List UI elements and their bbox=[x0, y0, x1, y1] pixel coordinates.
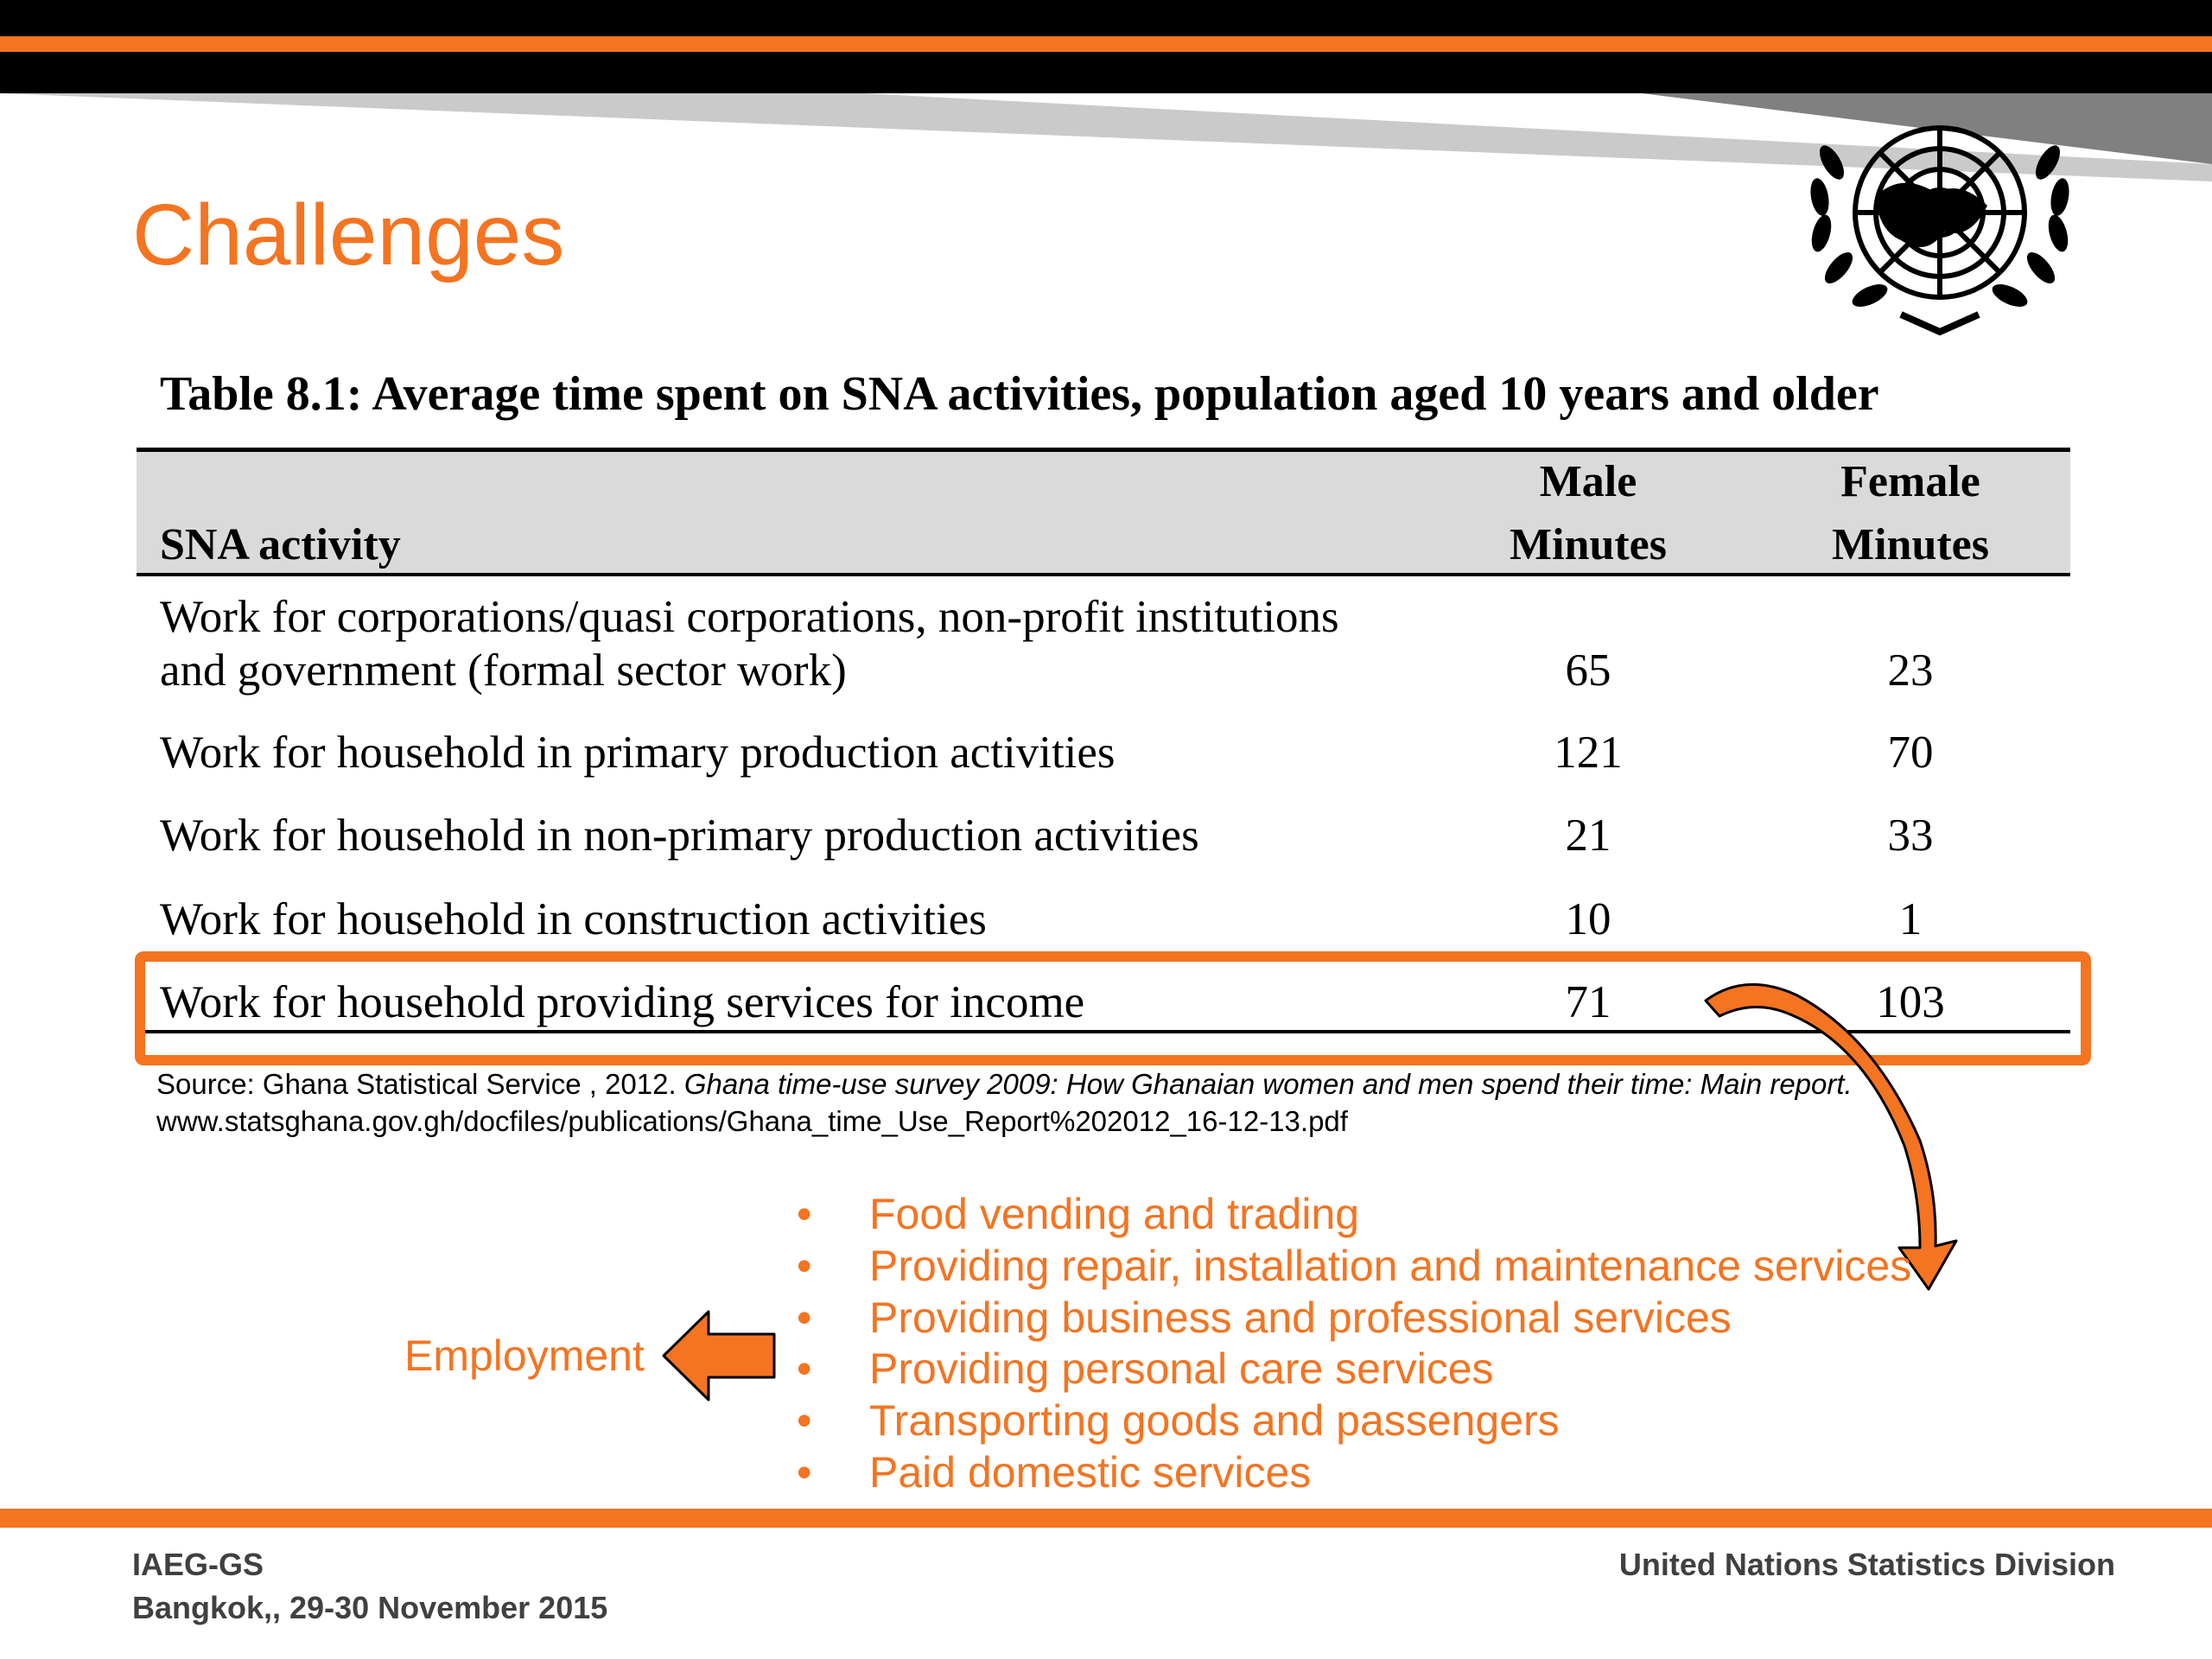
header-activity: SNA activity bbox=[160, 520, 401, 569]
table-header-rule bbox=[137, 573, 2070, 576]
row-5-male: 71 bbox=[1565, 977, 1611, 1027]
header-female-line1: Female bbox=[1840, 457, 1980, 506]
bullet-item-6 bbox=[797, 1448, 1312, 1497]
header-female-line2: Minutes bbox=[1832, 520, 1989, 569]
row-5-female: 103 bbox=[1876, 977, 1945, 1027]
bullet-item-5 bbox=[797, 1396, 1560, 1445]
bullet-marker: • bbox=[797, 1396, 812, 1445]
row-1-activity-line2: and government (formal sector work) bbox=[160, 645, 847, 696]
bullet-text: Food vending and trading bbox=[869, 1190, 1360, 1238]
bullet-marker: • bbox=[797, 1448, 812, 1497]
row-1-male: 65 bbox=[1565, 645, 1611, 696]
row-3-activity: Work for household in non-primary production activities bbox=[160, 810, 1199, 861]
bullet-text: Providing personal care services bbox=[869, 1344, 1494, 1393]
bullet-marker: • bbox=[797, 1294, 812, 1342]
row-3-female: 33 bbox=[1887, 810, 1934, 861]
footer-event: IAEG-GS bbox=[132, 1547, 264, 1582]
row-4-female: 1 bbox=[1898, 894, 1923, 944]
table-caption: Table 8.1: Average time spent on SNA activities, population aged 10 years and older bbox=[160, 367, 1879, 421]
left-arrow-icon bbox=[660, 1308, 778, 1403]
employment-label: Employment bbox=[404, 1332, 645, 1380]
bullet-marker: • bbox=[797, 1242, 812, 1290]
bullet-item-2 bbox=[797, 1242, 1912, 1290]
footer-organization: United Nations Statistics Division bbox=[1618, 1547, 2115, 1582]
row-1-female: 23 bbox=[1887, 645, 1934, 696]
row-2-male: 121 bbox=[1554, 728, 1623, 778]
row-2-female: 70 bbox=[1887, 728, 1934, 778]
bullet-text: Transporting goods and passengers bbox=[869, 1396, 1560, 1445]
row-1-activity-line1: Work for corporations/quasi corporations, non-profit institutions bbox=[160, 592, 1339, 642]
bullet-item-4 bbox=[797, 1344, 1494, 1393]
bullet-item-3 bbox=[797, 1294, 1732, 1342]
bullet-text: Paid domestic services bbox=[869, 1448, 1312, 1497]
footer-orange-bar bbox=[0, 1509, 2212, 1528]
row-5-activity: Work for household providing services for income bbox=[160, 977, 1085, 1027]
bullet-item-1 bbox=[797, 1192, 1359, 1236]
row-4-male: 10 bbox=[1565, 894, 1611, 944]
table-top-rule bbox=[137, 448, 2070, 452]
source-citation bbox=[156, 1065, 1853, 1140]
footer-location-date: Bangkok,, 29-30 November 2015 bbox=[132, 1590, 608, 1625]
row-4-activity: Work for household in construction activities bbox=[160, 894, 987, 944]
bullet-marker: • bbox=[797, 1344, 812, 1393]
un-emblem-icon bbox=[1797, 111, 2082, 344]
source-title: Ghana time-use survey 2009: How Ghanaian women and men spend their time: Main report. bbox=[683, 1068, 1853, 1100]
bullet-marker: • bbox=[797, 1190, 812, 1238]
header-male-line1: Male bbox=[1539, 457, 1637, 506]
bullet-text: Providing repair, installation and maintenance services bbox=[869, 1242, 1912, 1290]
slide-title: Challenges bbox=[132, 187, 565, 283]
source-url: www.statsghana.gov.gh/docfiles/publications/Ghana_time_Use_Report%202012_16-12-13.pdf bbox=[156, 1105, 1348, 1137]
bullet-text: Providing business and professional services bbox=[869, 1294, 1732, 1342]
row-3-male: 21 bbox=[1565, 810, 1611, 861]
header-male-line2: Minutes bbox=[1510, 520, 1667, 569]
row-2-activity: Work for household in primary production activities bbox=[160, 728, 1116, 778]
source-prefix: Source: Ghana Statistical Service , 2012. bbox=[156, 1068, 684, 1100]
